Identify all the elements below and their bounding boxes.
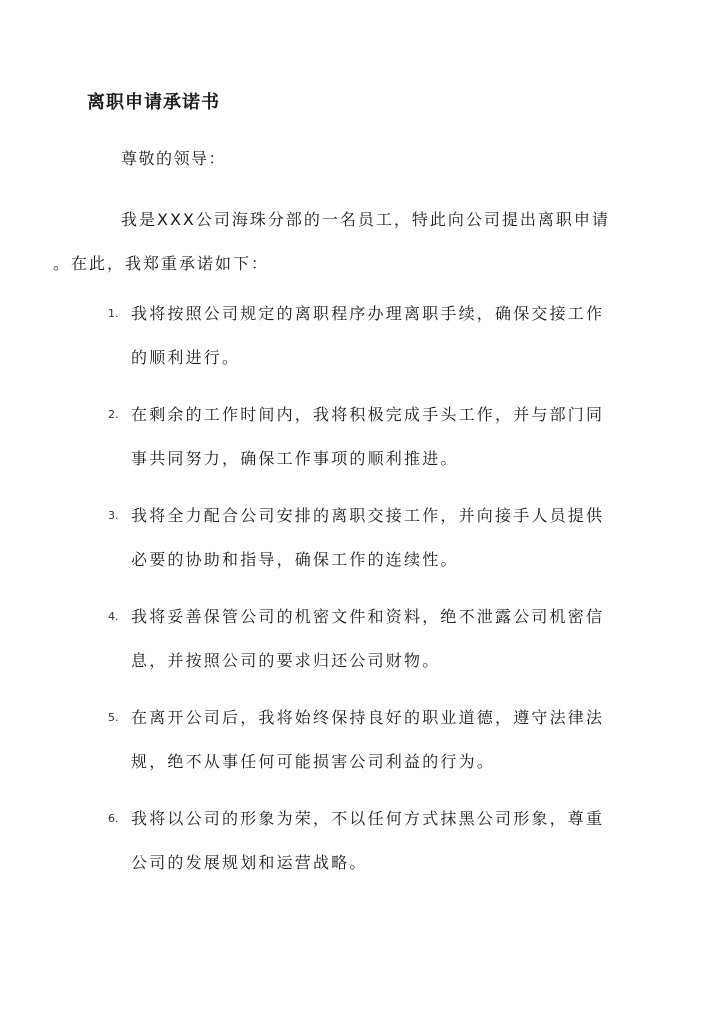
list-item-line-1: 在离开公司后，我将始终保持良好的职业道德，遵守法律法 [131, 708, 605, 727]
list-item [105, 595, 625, 683]
list-item-line-1: 我将全力配合公司安排的离职交接工作，并向接手人员提供 [131, 506, 605, 525]
list-item-line-1: 在剩余的工作时间内，我将积极完成手头工作，并与部门同 [131, 405, 605, 424]
list-item-line-1: 我将以公司的形象为荣，不以任何方式抹黑公司形象，尊重 [131, 809, 605, 828]
list-item-line-2: 的顺利进行。 [131, 348, 241, 367]
intro-line-2: 。在此，我郑重承诺如下： [53, 254, 270, 273]
intro-line-1: 我是XXX公司海珠分部的一名员工，特此向公司提出离职申请 [121, 210, 610, 229]
list-item-number: 6. [108, 812, 119, 825]
list-item-line-2: 规，绝不从事任何可能损害公司利益的行为。 [131, 752, 496, 771]
list-item-line-2: 息，并按照公司的要求归还公司财物。 [131, 651, 441, 670]
list-item-number: 5. [108, 711, 119, 724]
list-item-line-1: 我将妥善保管公司的机密文件和资料，绝不泄露公司机密信 [131, 607, 605, 626]
list-item [105, 797, 625, 885]
list-item-line-1: 我将按照公司规定的离职程序办理离职手续，确保交接工作 [131, 304, 605, 323]
list-item-line-2: 公司的发展规划和运营战略。 [131, 853, 368, 872]
list-item [105, 292, 625, 380]
salutation: 尊敬的领导： [121, 149, 227, 168]
list-item [105, 494, 625, 582]
list-item-line-2: 必要的协助和指导，确保工作的连续性。 [131, 550, 459, 569]
commitment-list [105, 292, 625, 898]
list-item [105, 696, 625, 784]
document-title: 离职申请承诺书 [87, 92, 220, 113]
list-item [105, 393, 625, 481]
list-item-number: 3. [108, 509, 119, 522]
list-item-number: 1. [108, 307, 119, 320]
list-item-number: 2. [108, 408, 119, 421]
intro-paragraph [53, 198, 627, 286]
list-item-line-2: 事共同努力，确保工作事项的顺利推进。 [131, 449, 459, 468]
list-item-number: 4. [108, 610, 119, 623]
